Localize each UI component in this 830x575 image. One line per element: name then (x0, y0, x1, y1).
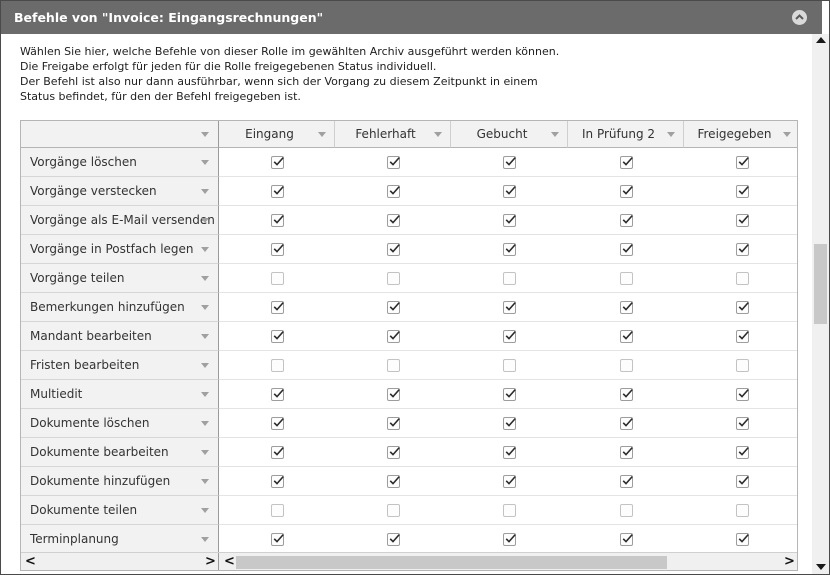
column-header[interactable] (451, 121, 568, 148)
table-cell (568, 293, 684, 322)
table-cell (451, 177, 568, 206)
table-cell (684, 148, 798, 177)
table-cell (219, 467, 335, 496)
permission-checkbox[interactable] (503, 446, 516, 459)
table-cell (335, 409, 451, 438)
table-cell (568, 177, 684, 206)
scrollbar-divider (218, 553, 219, 571)
table-cell (451, 496, 568, 525)
permission-checkbox[interactable] (620, 446, 633, 459)
permission-checkbox[interactable] (271, 475, 284, 488)
row-header[interactable] (21, 177, 219, 206)
table-cell (335, 525, 451, 554)
permissions-grid (20, 120, 798, 571)
permission-checkbox[interactable] (387, 446, 400, 459)
table-cell (335, 235, 451, 264)
chevron-left-icon[interactable]: < (224, 554, 235, 569)
table-cell (219, 322, 335, 351)
permission-checkbox[interactable] (736, 533, 749, 546)
permission-checkbox[interactable] (736, 417, 749, 430)
permission-checkbox[interactable] (271, 214, 284, 227)
table-cell (335, 148, 451, 177)
row-header[interactable] (21, 380, 219, 409)
table-cell (568, 235, 684, 264)
permission-checkbox[interactable] (387, 388, 400, 401)
chevron-up-icon[interactable] (792, 10, 807, 25)
scroll-up-icon[interactable] (816, 37, 826, 43)
permission-checkbox[interactable] (620, 272, 633, 285)
column-header-label: Gebucht (476, 127, 528, 141)
table-cell (568, 148, 684, 177)
dropdown-arrow-icon[interactable] (201, 276, 209, 281)
dropdown-arrow-icon[interactable] (783, 132, 791, 137)
intro-text (20, 44, 720, 104)
table-cell (451, 409, 568, 438)
table-cell (451, 264, 568, 293)
permission-checkbox[interactable] (271, 272, 284, 285)
permission-checkbox[interactable] (736, 504, 749, 517)
row-header[interactable] (21, 438, 219, 467)
table-cell (219, 264, 335, 293)
table-cell (451, 467, 568, 496)
permission-checkbox[interactable] (736, 359, 749, 372)
permission-checkbox[interactable] (736, 214, 749, 227)
dropdown-arrow-icon[interactable] (201, 160, 209, 165)
dropdown-arrow-icon[interactable] (318, 132, 326, 137)
row-header-label: Vorgänge in Postfach legen (30, 242, 194, 256)
permission-checkbox[interactable] (271, 533, 284, 546)
permission-checkbox[interactable] (387, 417, 400, 430)
intro-line: Der Befehl ist also nur dann ausführbar, wenn sich der Vorgang zu diesem Zeitpunkt in einem (20, 75, 538, 88)
table-cell (219, 293, 335, 322)
permission-checkbox[interactable] (736, 475, 749, 488)
row-header[interactable] (21, 525, 219, 554)
vertical-scroll-thumb[interactable] (814, 244, 827, 324)
permission-checkbox[interactable] (503, 243, 516, 256)
permission-checkbox[interactable] (620, 214, 633, 227)
row-header-label: Dokumente hinzufügen (30, 474, 171, 488)
dropdown-arrow-icon[interactable] (201, 508, 209, 513)
horizontal-scrollbar[interactable] (21, 552, 797, 571)
table-cell (684, 525, 798, 554)
permission-checkbox[interactable] (271, 359, 284, 372)
table-cell (568, 206, 684, 235)
permission-checkbox[interactable] (620, 388, 633, 401)
chevron-left-icon[interactable]: < (25, 554, 36, 569)
table-cell (568, 351, 684, 380)
permission-checkbox[interactable] (271, 388, 284, 401)
permission-checkbox[interactable] (387, 272, 400, 285)
permission-checkbox[interactable] (503, 214, 516, 227)
permission-checkbox[interactable] (503, 301, 516, 314)
permission-checkbox[interactable] (736, 243, 749, 256)
row-header-label: Vorgänge als E-Mail versenden (30, 213, 215, 227)
table-cell (219, 148, 335, 177)
row-header-label: Vorgänge teilen (30, 271, 125, 285)
permission-checkbox[interactable] (271, 301, 284, 314)
permission-checkbox[interactable] (387, 243, 400, 256)
column-header[interactable] (684, 121, 798, 148)
table-cell (568, 438, 684, 467)
permission-checkbox[interactable] (503, 359, 516, 372)
permission-checkbox[interactable] (271, 330, 284, 343)
permission-checkbox[interactable] (387, 214, 400, 227)
permission-checkbox[interactable] (503, 156, 516, 169)
row-header[interactable] (21, 206, 219, 235)
permission-checkbox[interactable] (620, 475, 633, 488)
row-header[interactable] (21, 235, 219, 264)
row-header-label: Dokumente teilen (30, 503, 138, 517)
chevron-right-icon[interactable]: > (205, 554, 216, 569)
table-cell (451, 148, 568, 177)
permission-checkbox[interactable] (387, 156, 400, 169)
permission-checkbox[interactable] (736, 330, 749, 343)
row-header-label: Dokumente bearbeiten (30, 445, 169, 459)
table-cell (335, 293, 451, 322)
table-cell (684, 293, 798, 322)
dropdown-arrow-icon[interactable] (667, 132, 675, 137)
table-cell (451, 322, 568, 351)
table-cell (684, 322, 798, 351)
table-cell (451, 351, 568, 380)
intro-line: Die Freigabe erfolgt für jeden für die Rolle freigegebenen Status individuell. (20, 60, 437, 73)
row-header-label: Mandant bearbeiten (30, 329, 152, 343)
dropdown-arrow-icon[interactable] (201, 334, 209, 339)
column-header[interactable] (568, 121, 684, 148)
dropdown-arrow-icon[interactable] (201, 421, 209, 426)
intro-line: Wählen Sie hier, welche Befehle von dieser Rolle im gewählten Archiv ausgeführt werden können. (20, 45, 560, 58)
dropdown-arrow-icon[interactable] (201, 363, 209, 368)
row-header[interactable] (21, 264, 219, 293)
permission-checkbox[interactable] (503, 475, 516, 488)
horizontal-scroll-thumb[interactable] (236, 556, 667, 569)
table-cell (335, 380, 451, 409)
table-cell (219, 496, 335, 525)
permission-checkbox[interactable] (387, 533, 400, 546)
row-header[interactable] (21, 409, 219, 438)
row-header-label: Fristen bearbeiten (30, 358, 140, 372)
column-header[interactable] (335, 121, 451, 148)
row-header[interactable] (21, 148, 219, 177)
intro-line: Status befindet, für den der Befehl freigegeben ist. (20, 90, 301, 103)
permission-checkbox[interactable] (620, 504, 633, 517)
table-cell (219, 409, 335, 438)
permission-checkbox[interactable] (387, 301, 400, 314)
row-header-label: Vorgänge verstecken (30, 184, 157, 198)
dropdown-arrow-icon[interactable] (201, 537, 209, 542)
row-header-label: Multiedit (30, 387, 83, 401)
permission-checkbox[interactable] (503, 185, 516, 198)
dropdown-arrow-icon[interactable] (201, 479, 209, 484)
table-cell (335, 438, 451, 467)
table-cell (684, 409, 798, 438)
permission-checkbox[interactable] (736, 301, 749, 314)
table-cell (219, 525, 335, 554)
table-cell (684, 177, 798, 206)
permission-checkbox[interactable] (503, 330, 516, 343)
dropdown-arrow-icon[interactable] (201, 189, 209, 194)
column-header[interactable] (219, 121, 335, 148)
column-header-label: In Prüfung 2 (581, 127, 656, 141)
table-cell (684, 235, 798, 264)
table-cell (568, 264, 684, 293)
table-cell (684, 351, 798, 380)
table-cell (684, 206, 798, 235)
permission-checkbox[interactable] (387, 330, 400, 343)
table-cell (568, 380, 684, 409)
permission-checkbox[interactable] (736, 388, 749, 401)
dropdown-arrow-icon[interactable] (551, 132, 559, 137)
permission-checkbox[interactable] (387, 504, 400, 517)
permission-checkbox[interactable] (736, 446, 749, 459)
dropdown-arrow-icon[interactable] (201, 132, 209, 137)
table-cell (335, 351, 451, 380)
permission-checkbox[interactable] (271, 417, 284, 430)
table-cell (684, 438, 798, 467)
dialog-titlebar (1, 1, 822, 34)
table-cell (684, 380, 798, 409)
dropdown-arrow-icon[interactable] (201, 450, 209, 455)
permission-checkbox[interactable] (620, 243, 633, 256)
permission-checkbox[interactable] (271, 504, 284, 517)
row-header[interactable] (21, 467, 219, 496)
column-header-label: Freigegeben (697, 127, 772, 141)
row-header-label: Terminplanung (30, 532, 119, 546)
table-cell (568, 496, 684, 525)
table-cell (219, 380, 335, 409)
row-header[interactable] (21, 351, 219, 380)
table-cell (335, 496, 451, 525)
table-cell (684, 467, 798, 496)
permission-checkbox[interactable] (620, 301, 633, 314)
permission-checkbox[interactable] (620, 417, 633, 430)
table-cell (335, 322, 451, 351)
permission-checkbox[interactable] (271, 185, 284, 198)
column-header-label: Eingang (245, 127, 294, 141)
permission-checkbox[interactable] (503, 417, 516, 430)
permission-checkbox[interactable] (736, 272, 749, 285)
dropdown-arrow-icon[interactable] (201, 392, 209, 397)
table-cell (335, 467, 451, 496)
row-header-label: Dokumente löschen (30, 416, 150, 430)
table-cell (451, 438, 568, 467)
chevron-right-icon[interactable]: > (784, 554, 795, 569)
table-cell (568, 322, 684, 351)
dropdown-arrow-icon[interactable] (434, 132, 442, 137)
permission-checkbox[interactable] (503, 388, 516, 401)
permission-checkbox[interactable] (387, 475, 400, 488)
row-header-label: Vorgänge löschen (30, 155, 137, 169)
row-header-corner[interactable] (21, 121, 219, 148)
row-header[interactable] (21, 322, 219, 351)
table-cell (219, 206, 335, 235)
table-cell (335, 206, 451, 235)
dropdown-arrow-icon[interactable] (201, 305, 209, 310)
table-cell (684, 264, 798, 293)
row-header-label: Bemerkungen hinzufügen (30, 300, 185, 314)
vertical-scrollbar[interactable] (812, 34, 829, 574)
dialog-title: Befehle von "Invoice: Eingangsrechnungen" (14, 10, 324, 25)
dropdown-arrow-icon[interactable] (201, 218, 209, 223)
table-cell (219, 438, 335, 467)
table-cell (568, 525, 684, 554)
permission-checkbox[interactable] (620, 185, 633, 198)
table-cell (568, 467, 684, 496)
table-cell (451, 235, 568, 264)
permission-checkbox[interactable] (503, 272, 516, 285)
permission-checkbox[interactable] (271, 446, 284, 459)
permission-checkbox[interactable] (271, 243, 284, 256)
permission-checkbox[interactable] (503, 533, 516, 546)
table-cell (451, 206, 568, 235)
dropdown-arrow-icon[interactable] (201, 247, 209, 252)
row-header[interactable] (21, 496, 219, 525)
permission-checkbox[interactable] (271, 156, 284, 169)
table-cell (684, 496, 798, 525)
row-header[interactable] (21, 293, 219, 322)
permission-checkbox[interactable] (620, 359, 633, 372)
permission-checkbox[interactable] (736, 156, 749, 169)
permission-checkbox[interactable] (620, 156, 633, 169)
permission-checkbox[interactable] (620, 533, 633, 546)
table-cell (335, 177, 451, 206)
table-cell (451, 293, 568, 322)
permission-checkbox[interactable] (736, 185, 749, 198)
table-cell (219, 235, 335, 264)
permission-checkbox[interactable] (620, 330, 633, 343)
column-header-label: Fehlerhaft (355, 127, 416, 141)
scroll-down-icon[interactable] (816, 564, 826, 570)
table-cell (219, 351, 335, 380)
table-cell (568, 409, 684, 438)
table-cell (451, 525, 568, 554)
table-cell (335, 264, 451, 293)
permission-checkbox[interactable] (503, 504, 516, 517)
table-cell (219, 177, 335, 206)
permission-checkbox[interactable] (387, 359, 400, 372)
permission-checkbox[interactable] (387, 185, 400, 198)
table-cell (451, 380, 568, 409)
